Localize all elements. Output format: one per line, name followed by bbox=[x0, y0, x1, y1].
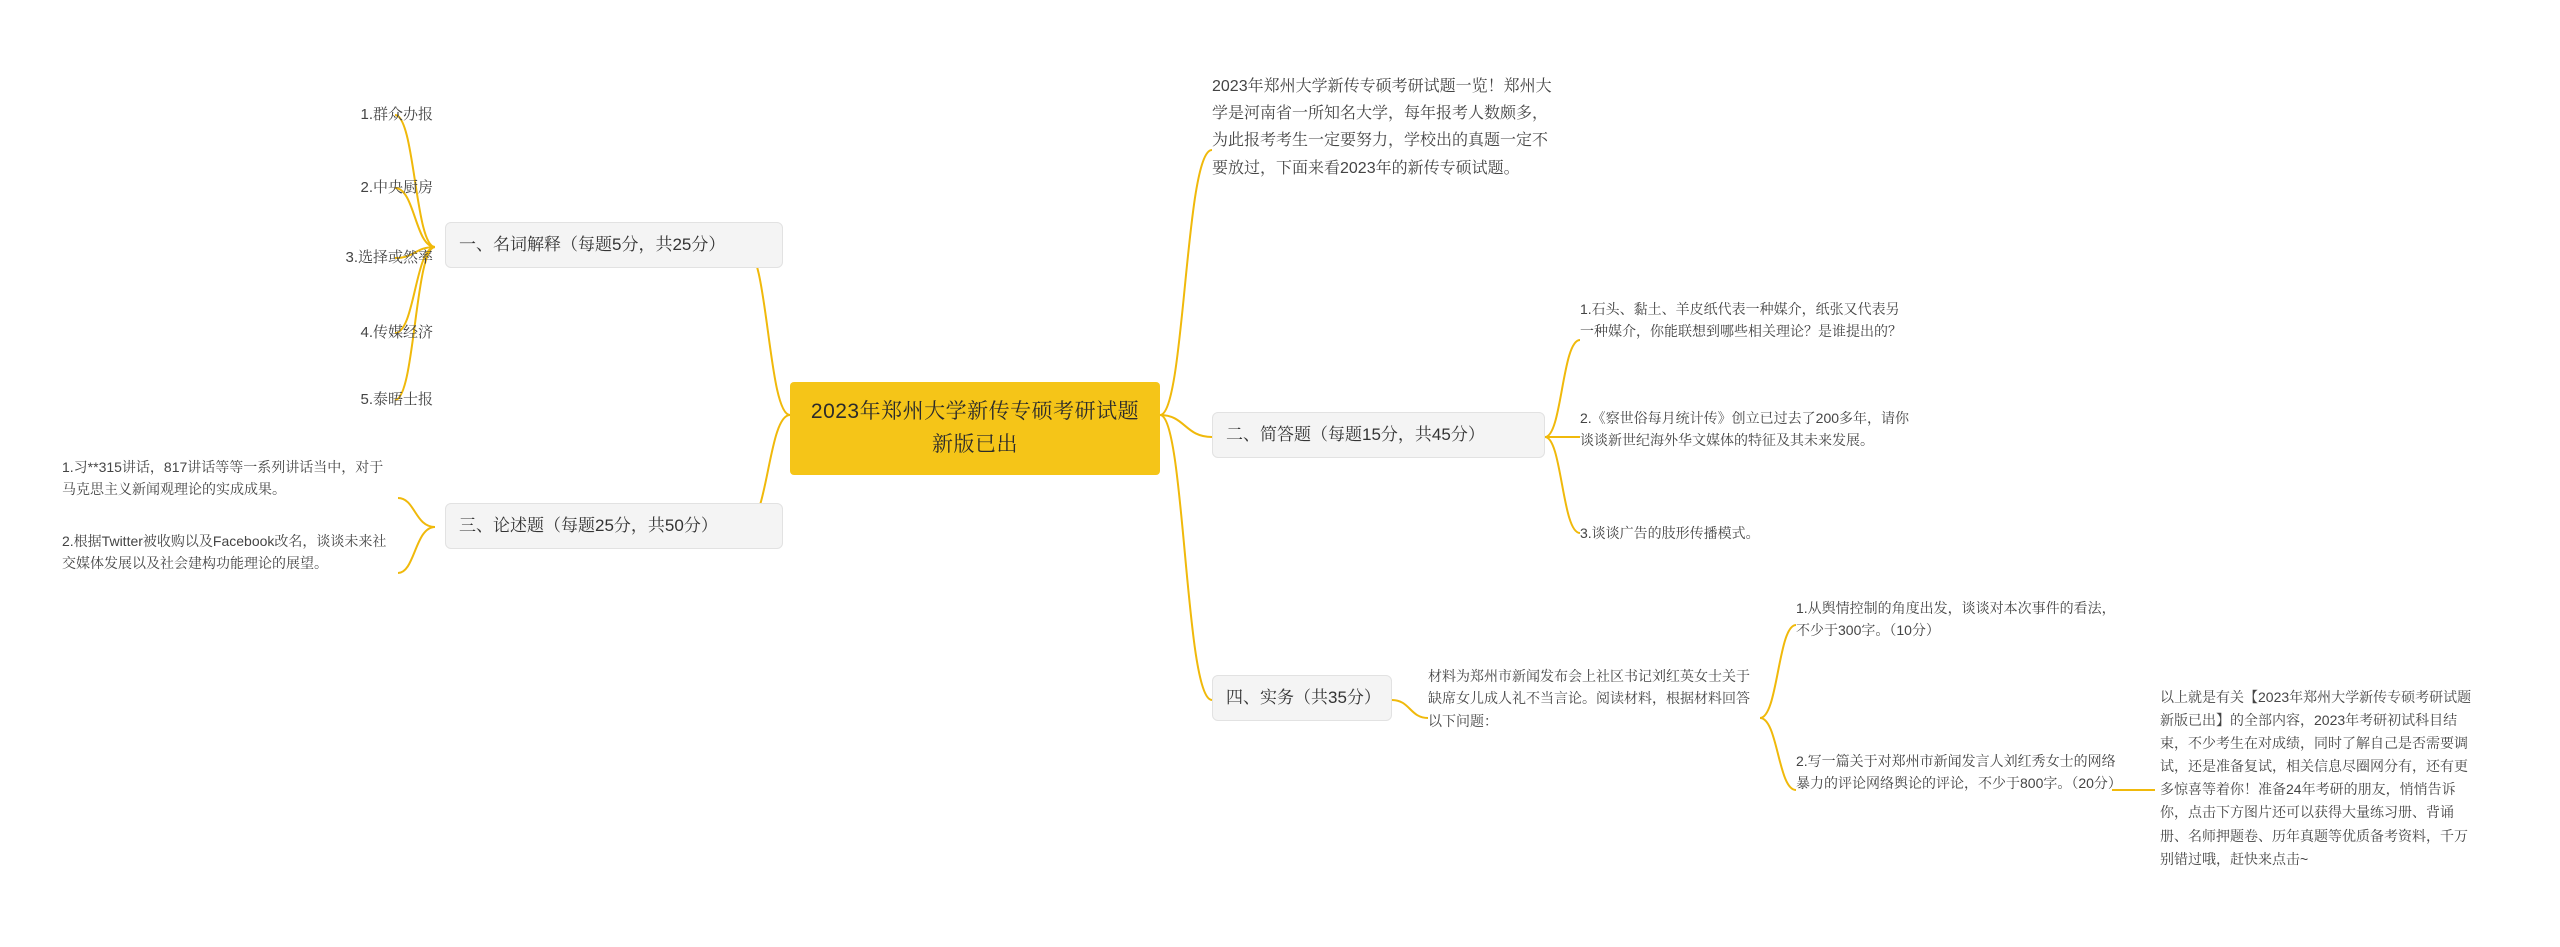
material-text: 材料为郑州市新闻发布会上社区书记刘红英女士关于缺席女儿成人礼不当言论。阅读材料，根据材料回答以下问题： bbox=[1428, 668, 1750, 729]
leaf-item: 1.群众办报 bbox=[360, 106, 433, 123]
leaf-item: 4.传媒经济 bbox=[360, 324, 433, 341]
leaf-item: 3.选择或然率 bbox=[345, 249, 433, 266]
leaf-item: 1.石头、黏土、羊皮纸代表一种媒介，纸张又代表另一种媒介，你能联想到哪些相关理论？是谁提出的？ bbox=[1580, 301, 1902, 340]
branch-jiandati[interactable]: 二、简答题（每题15分，共45分） bbox=[1212, 412, 1545, 458]
branch-shiwu[interactable]: 四、实务（共35分） bbox=[1212, 675, 1392, 721]
outro-text: 以上就是有关【2023年郑州大学新传专硕考研试题新版已出】的全部内容，2023年考研初试科目结束，不少考生在对成绩，同时了解自己是否需要调试，还是准备复试，相关信息尽圈网分有，还有更多惊喜等着你！准备24年考研的朋友，悄悄告诉你，点击下方图片还可以获得大量练习册、背诵册、名师押题卷、历年真题等优质备考资料，千万别错过哦，赶快来点击~ bbox=[2160, 689, 2472, 867]
branch-mingciijieshi[interactable]: 一、名词解释（每题5分，共25分） bbox=[445, 222, 783, 268]
leaf-item: 5.泰晤士报 bbox=[360, 391, 433, 408]
leaf-item: 2.中央厨房 bbox=[360, 179, 433, 196]
leaf-item: 1.习**315讲话，817讲话等等一系列讲话当中，对于马克思主义新闻观理论的实成成果。 bbox=[62, 459, 384, 498]
leaf-item: 2.《察世俗每月统计传》创立已过去了200多年，请你谈谈新世纪海外华文媒体的特征及其未来发展。 bbox=[1580, 410, 1910, 449]
branch-lunshuti[interactable]: 三、论述题（每题25分，共50分） bbox=[445, 503, 783, 549]
leaf-item: 2.写一篇关于对郑州市新闻发言人刘红秀女士的网络暴力的评论网络舆论的评论，不少于800字。（20分） bbox=[1796, 753, 2122, 792]
leaf-item: 2.根据Twitter被收购以及Facebook改名，谈谈未来社交媒体发展以及社会建构功能理论的展望。 bbox=[62, 533, 387, 572]
intro-text: 2023年郑州大学新传专硕考研试题一览！郑州大学是河南省一所知名大学，每年报考人数颇多，为此报考考生一定要努力，学校出的真题一定不要放过，下面来看2023年的新传专硕试题。 bbox=[1212, 78, 1552, 177]
root-node[interactable]: 2023年郑州大学新传专硕考研试题新版已出 bbox=[790, 382, 1160, 475]
leaf-item: 1.从舆情控制的角度出发，谈谈对本次事件的看法，不少于300字。（10分） bbox=[1796, 600, 2116, 639]
leaf-item: 3.谈谈广告的肢形传播模式。 bbox=[1580, 525, 1760, 541]
